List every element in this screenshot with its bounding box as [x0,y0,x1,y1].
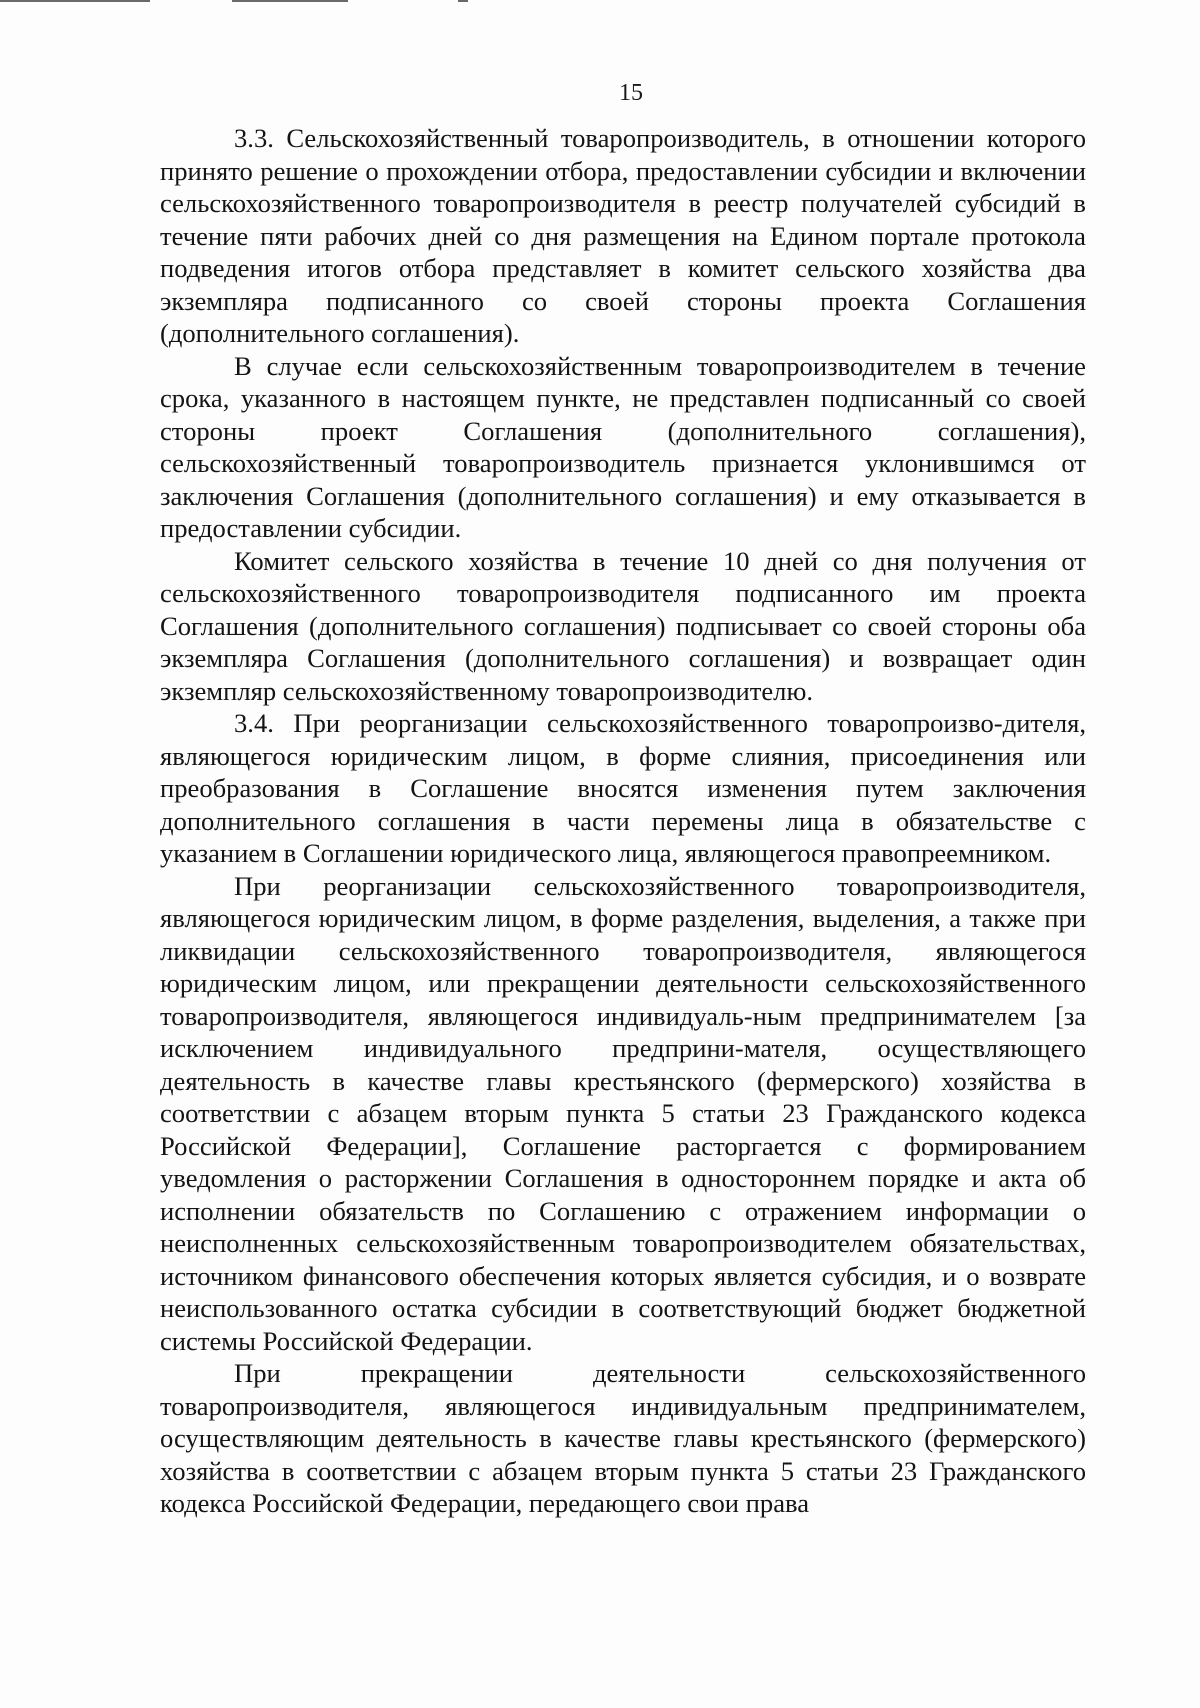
paragraph-termination: При прекращении деятельности сельскохозяйственного товаропроизводителя, являющегося индивидуальным предпринимателем, осуществляющим деятельность в качестве главы крестьянского (фермерского) хозяйства в соответствии с абзацем вторым пункта 5 статьи 23 Гражданского кодекса Российской Федерации, передающего свои права [160,1358,1086,1518]
scan-mark [232,0,348,2]
scan-mark [0,0,150,2]
page-number: 15 [619,80,643,106]
scan-mark [458,0,468,2]
scan-edge-marks [0,0,1200,6]
paragraph-committee-signing: Комитет сельского хозяйства в течение 10 дней со дня получения от сельскохозяйственного товаропроизводителя подписанного им проекта Соглашения (дополнительного соглашения) подписывает со своей стороны оба экземпляра Соглашения (дополнительного соглашения) и возвращает один экземпляр сельскохозяйственному товаропроизводителю. [160,545,1086,706]
paragraph-3-3: 3.3. Сельскохозяйственный товаропроизводитель, в отношении которого принято решение о прохождении отбора, предоставлении субсидии и включении сельскохозяйственного товаропроизводителя в реестр получателей субсидий в течение пяти рабочих дней со дня размещения на Едином портале протокола подведения итогов отбора представляет в комитет сельского хозяйства два экземпляра подписанного со своей стороны проекта Соглашения (дополнительного соглашения). [160,123,1086,348]
paragraph-reorganization: При реорганизации сельскохозяйственного товаропроизводителя, являющегося юридическим лицом, в форме разделения, выделения, а также при ликвидации сельскохозяйственного товаропроизводителя, являющегося юридическим лицом, или прекращении деятельности сельскохозяйственного товаропроизводителя, являющегося индивидуаль-ным предпринимателем [за исключением индивидуального предприни-мателя, осуществляющего деятельность в качестве главы крестьянского (фермерского) хозяйства в соответствии с абзацем вторым пункта 5 статьи 23 Гражданского кодекса Российской Федерации], Соглашение расторгается с формированием уведомления о расторжении Соглашения в одностороннем порядке и акта об исполнении обязательств по Соглашению с отражением информации о неисполненных сельскохозяйственным товаропроизводителем обязательствах, источником финансового обеспечения которых является субсидия, и о возврате неиспользованного остатка субсидии в соответствующий бюджет бюджетной системы Российской Федерации. [160,870,1086,1356]
paragraph-3-4: 3.4. При реорганизации сельскохозяйственного товаропроизво-дителя, являющегося юридическим лицом, в форме слияния, присоединения или преобразования в Соглашение вносятся изменения путем заключения дополнительного соглашения в части перемены лица в обязательстве с указанием в Соглашении юридического лица, являющегося правопреемником. [160,708,1086,868]
document-body [160,122,1086,1520]
paragraph-evasion: В случае если сельскохозяйственным товаропроизводителем в течение срока, указанного в настоящем пункте, не представлен подписанный со своей стороны проект Соглашения (дополнительного соглашения), сельскохозяйственный товаропроизводитель признается уклонившимся от заключения Соглашения (дополнительного соглашения) и ему отказывается в предоставлении субсидии. [160,350,1086,543]
